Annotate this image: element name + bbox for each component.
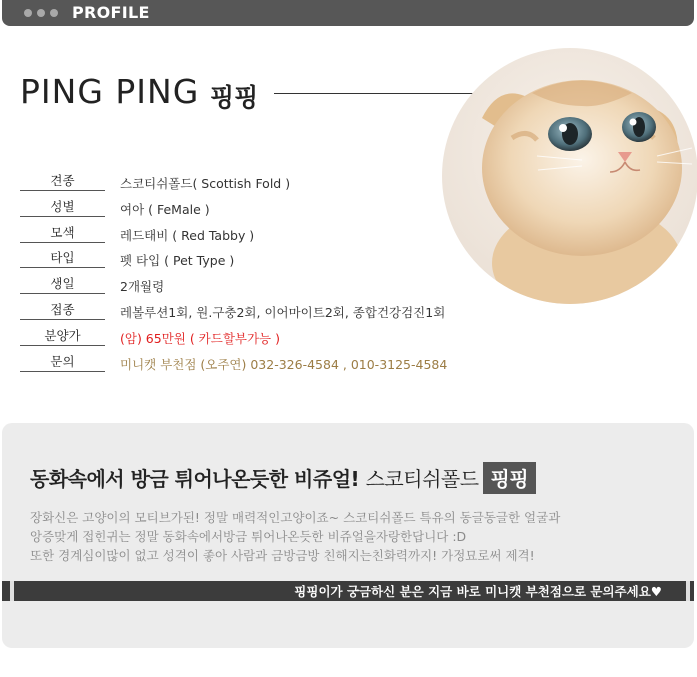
promo-description <box>30 508 560 565</box>
promo-footer-text: 핑핑이가 궁금하신 분은 지금 바로 미니캣 부천점으로 문의주세요♥ <box>294 584 662 599</box>
promo-line: 앙증맞게 접힌귀는 정말 동화속에서방금 튀어나온듯한 비쥬얼을자랑한답니다 :D <box>30 529 467 544</box>
profile-header-bar <box>2 0 694 26</box>
contact-value: 미니캣 부천점 (오주연) 032-326-4584 , 010-3125-4584 <box>120 356 448 372</box>
promo-headline-bold: 동화속에서 방금 튀어나온듯한 비쥬얼! <box>30 467 360 491</box>
profile-card <box>2 0 694 648</box>
promo-line: 또한 경계심이많이 없고 성격이 좋아 사람과 금방금방 친해지는친화력까지! 가정묘로써 제격! <box>30 548 535 563</box>
header-dots-icon <box>24 9 58 17</box>
dot-icon <box>24 9 32 17</box>
pet-name-english: PING PING <box>20 72 200 111</box>
spec-label: 성별 <box>20 196 105 217</box>
promo-headline-breed: 스코티쉬폴드 <box>365 467 479 491</box>
strip-edge-right <box>686 581 690 601</box>
spec-label: 문의 <box>20 351 105 372</box>
spec-value: 여아 ( FeMale ) <box>120 201 210 217</box>
dot-icon <box>37 9 45 17</box>
promo-name-tag: 핑핑 <box>483 462 537 494</box>
spec-label: 타입 <box>20 247 105 268</box>
spec-label: 생일 <box>20 273 105 294</box>
pet-name-korean: 핑핑 <box>210 83 259 112</box>
spec-value: 펫 타입 ( Pet Type ) <box>120 253 235 269</box>
promo-line: 장화신은 고양이의 모티브가된! 정말 매력적인고양이죠~ 스코티쉬폴드 특유의 동글동글한 얼굴과 <box>30 510 561 525</box>
name-divider <box>274 93 474 94</box>
price-value: (암) 65만원 ( 카드할부가능 ) <box>120 330 280 346</box>
spec-value: 스코티쉬폴드( Scottish Fold ) <box>120 176 291 191</box>
promo-headline <box>30 462 536 494</box>
spec-value: 2개월령 <box>120 279 165 295</box>
spec-value: 레드태비 ( Red Tabby ) <box>120 227 255 243</box>
dot-icon <box>50 9 58 17</box>
scottish-fold-kitten-photo-icon <box>442 48 697 304</box>
spec-label: 모색 <box>20 222 105 243</box>
spec-label: 견종 <box>20 170 105 191</box>
spec-label: 분양가 <box>20 325 105 346</box>
spec-label: 접종 <box>20 299 105 320</box>
header-title: PROFILE <box>72 3 150 22</box>
strip-edge-left <box>10 581 14 601</box>
spec-value: 레볼루션1회, 원.구충2회, 이어마이트2회, 종합건강검진1회 <box>120 304 446 320</box>
kitten-photo <box>442 48 697 304</box>
